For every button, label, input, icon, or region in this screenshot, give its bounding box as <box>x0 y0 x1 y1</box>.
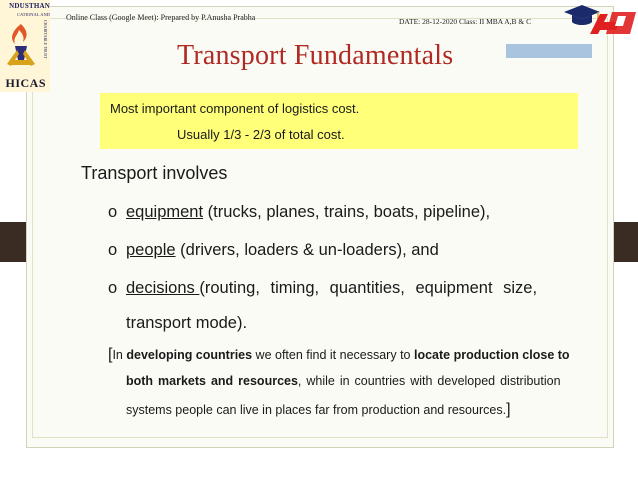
left-side-band <box>0 222 26 262</box>
logo-abbreviation: HICAS <box>5 76 46 90</box>
bullet-keyword: people <box>126 241 176 259</box>
note-line-1 <box>108 346 570 364</box>
highlight-line-1: Most important component of logistics cost. <box>110 101 360 116</box>
bullet-decisions <box>108 279 578 298</box>
note-text: we often find it necessary to <box>252 348 414 362</box>
note-text: systems people can live in places far from production and resources. <box>126 403 507 417</box>
bullet-detail: (routing, timing, quantities, equipment size, <box>199 279 538 297</box>
note-line-2 <box>126 374 561 388</box>
bullet-keyword: equipment <box>126 203 204 221</box>
graduation-cap-logo-icon <box>560 2 638 36</box>
section-heading: Transport involves <box>81 163 228 183</box>
logo-side-text: CHARITABLE TRUST <box>43 20 48 59</box>
note-open-bracket: [ <box>108 346 113 363</box>
logo-sub-text: CATIONAL AND <box>17 12 50 17</box>
right-side-band <box>612 222 638 262</box>
bullet-marker: o <box>108 203 118 221</box>
logo-name-text: NDUSTHAN <box>9 2 50 10</box>
bullet-keyword: decisions <box>126 279 200 297</box>
header-class-info: Online Class (Google Meet): Prepared by P.Anusha Prabha <box>66 13 256 22</box>
title-badge <box>506 44 592 58</box>
highlight-line-2: Usually 1/3 - 2/3 of total cost. <box>177 127 345 142</box>
bullet-marker: o <box>108 241 118 259</box>
slide-title: Transport Fundamentals <box>177 40 454 71</box>
institution-logo <box>0 0 50 92</box>
bullet-detail: (drivers, loaders & un-loaders), and <box>175 241 439 259</box>
note-close-bracket: ] <box>506 401 511 418</box>
bullet-people <box>108 241 439 260</box>
note-text: , while in countries with developed distribution <box>297 374 561 388</box>
note-bold-text: locate production close to <box>413 348 570 362</box>
bullet-marker: o <box>108 279 118 297</box>
note-bold-text: both markets and resources <box>126 374 298 388</box>
note-text: In <box>112 348 127 362</box>
note-line-3 <box>126 401 511 419</box>
note-bold-text: developing countries <box>126 348 253 362</box>
torch-emblem-icon <box>3 20 39 74</box>
bullet-equipment <box>108 203 490 222</box>
bullet-detail: (trucks, planes, trains, boats, pipeline), <box>203 203 491 221</box>
bullet-decisions-continued: transport mode). <box>126 314 248 332</box>
header-date-class: DATE: 28-12-2020 Class: II MBA A,B & C <box>399 17 532 26</box>
